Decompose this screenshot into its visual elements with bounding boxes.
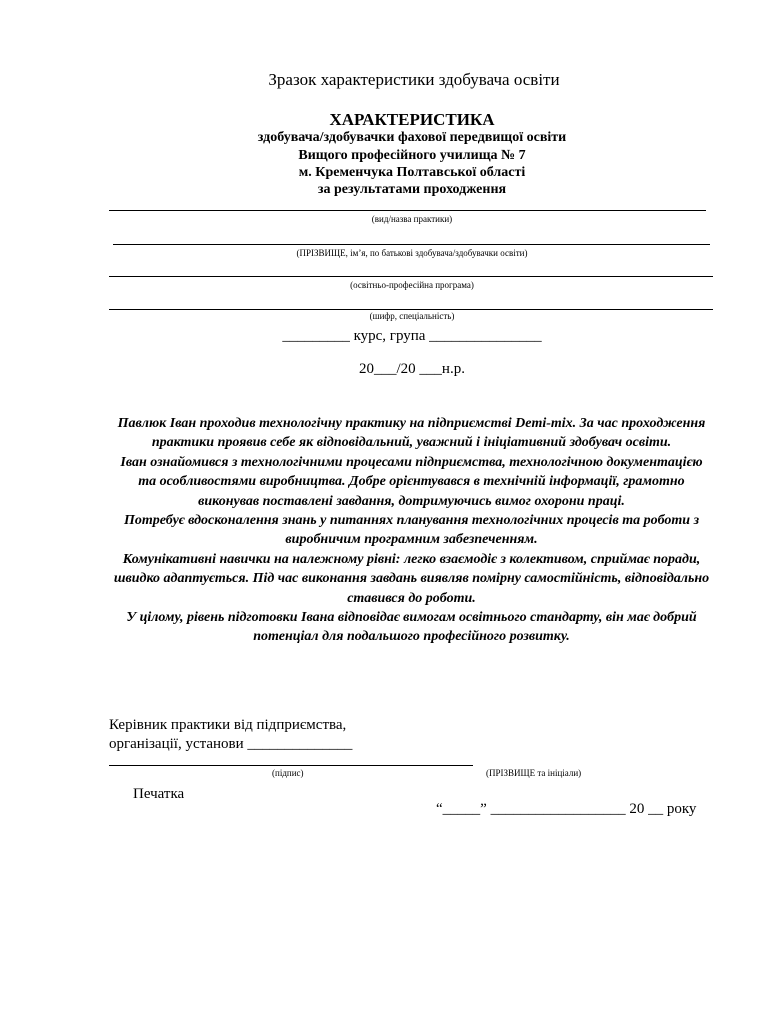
program-field-line (109, 276, 713, 277)
name-caption: (ПРІЗВИЩЕ, ім’я, по батькові здобувача/здобувачки освіти) (296, 248, 528, 258)
subheading-line-1: здобувача/здобувачки фахової передвищої освіти (257, 130, 567, 145)
practice-caption: (вид/назва практики) (371, 214, 453, 224)
body-paragraph: Павлюк Іван проходив технологічну практику на підприємстві Deті-тіх. За час проходження практики проявив себе як відповідальний, уважний і ініціативний здобувач освіти. (117, 416, 706, 451)
practice-field-line (109, 210, 706, 211)
program-caption: (освітньо-професійна програма) (350, 280, 474, 290)
stamp-label: Печатка (133, 786, 185, 802)
specialty-caption: (шифр, спеціальність) (369, 311, 455, 321)
academic-year-line: 20___/20 ___н.р. (359, 361, 465, 377)
body-paragraph: Комунікативні навички на належному рівні: легко взаємодіє з колективом, сприймає поради, швидко адаптується. Під час виконання завдань виявляв помірну самостійність, відповідально ставився до роботи. (113, 551, 710, 606)
name-initials-caption: (ПРІЗВИЩЕ та ініціали) (486, 768, 582, 778)
document-heading: ХАРАКТЕРИСТИКА (329, 110, 495, 129)
course-group-line: _________ курс, група _______________ (282, 328, 542, 344)
sample-title: Зразок характеристики здобувача освіти (268, 70, 560, 89)
date-line: “_____” __________________ 20 __ року (436, 801, 697, 817)
body-paragraph: Потребує вдосконалення знань у питаннях планування технологічних процесів та роботи з виробничим програмним забезпеченням. (123, 513, 700, 548)
subheading-line-3: м. Кременчука Полтавської області (298, 165, 526, 180)
supervisor-label-line-1: Керівник практики від підприємства, (109, 717, 347, 733)
characteristic-body (110, 414, 713, 647)
supervisor-label-line-2: організації, установи ______________ (109, 736, 353, 752)
subheading-line-4: за результатами проходження (317, 182, 507, 197)
subheading-line-2: Вищого професійного училища № 7 (298, 148, 526, 163)
body-paragraph: У цілому, рівень підготовки Івана відповідає вимогам освітнього стандарту, він має добрий потенціал для подальшого професійного розвитку. (126, 610, 697, 645)
signature-caption: (підпис) (272, 768, 304, 778)
specialty-field-line (109, 309, 713, 310)
signature-line (109, 765, 473, 766)
body-paragraph: Іван ознайомився з технологічними процесами підприємства, технологічною документацією та особливостями виробництва. Добре орієнтувався в технічній інформації, грамотно виконував поставлені завдання, дотримуючись вимог охорони праці. (120, 454, 703, 509)
name-field-line (113, 244, 710, 245)
